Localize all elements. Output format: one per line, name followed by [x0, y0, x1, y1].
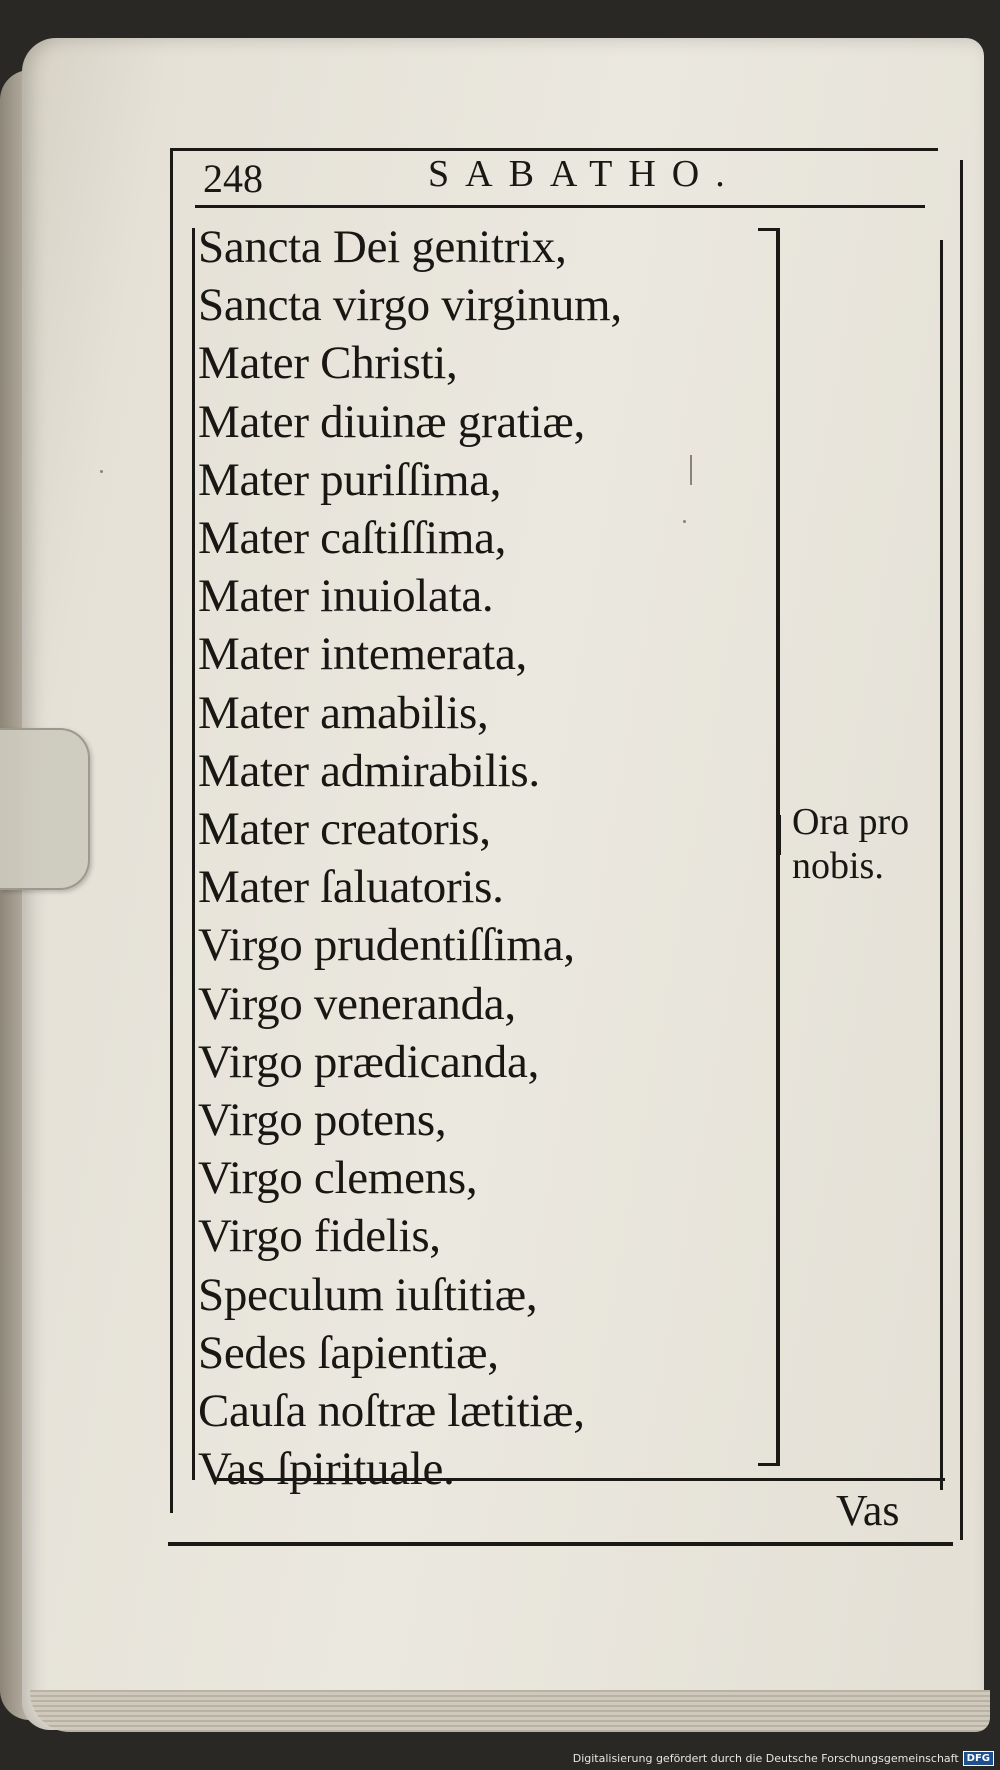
response-text [792, 800, 909, 888]
clip-tab [0, 728, 90, 890]
digitization-credit [573, 1751, 994, 1766]
litany-line: Sancta Dei genitrix, [198, 221, 567, 273]
litany-list [198, 218, 622, 1498]
litany-line: Vas ſpirituale. [198, 1443, 455, 1496]
paper-speck [683, 520, 686, 523]
page-number: 248 [203, 156, 263, 201]
response-line-2: nobis. [792, 845, 884, 887]
litany-line: Speculum iuſtitiæ, [198, 1268, 538, 1321]
paper-speck [690, 455, 692, 485]
frame-top [170, 148, 938, 151]
header-rule [195, 205, 925, 208]
litany-line: Mater inuiolata. [198, 570, 494, 623]
litany-line: Virgo clemens, [198, 1152, 478, 1205]
litany-line: Virgo veneranda, [198, 977, 516, 1030]
frame-outer-left [170, 148, 173, 1513]
litany-line: Virgo fidelis, [198, 1210, 441, 1263]
litany-line: Mater caſtiſſima, [198, 512, 507, 565]
paper-speck [100, 470, 103, 473]
litany-line: Mater admirabilis. [198, 744, 540, 797]
litany-line: Mater puriſſima, [198, 453, 502, 506]
litany-line: Mater amabilis, [198, 686, 489, 739]
litany-line: Sedes ſapientiæ, [198, 1326, 499, 1379]
response-line-1: Ora pro [792, 801, 910, 843]
litany-line: Virgo prudentiſſima, [198, 919, 575, 972]
closing-bracket [758, 228, 780, 1466]
litany-line: Virgo potens, [198, 1094, 447, 1147]
litany-line: Mater Christi, [198, 337, 458, 390]
litany-line: Mater diuinæ gratiæ, [198, 395, 585, 448]
frame-inner-left [192, 228, 195, 1480]
litany-line: Mater creatoris, [198, 803, 491, 856]
credit-text: Digitalisierung gefördert durch die Deutsche Forschungsgemeinschaft [572, 1752, 959, 1765]
dfg-logo: DFG [963, 1751, 994, 1766]
frame-right-outer [960, 160, 963, 1540]
running-title: SABATHO. [428, 153, 741, 195]
catchword: Vas [836, 1486, 900, 1535]
litany-line: Sancta virgo virginum, [198, 279, 622, 332]
frame-right-inner [940, 240, 943, 1490]
litany-line: Cauſa noſtræ lætitiæ, [198, 1385, 585, 1438]
frame-bottom [168, 1542, 953, 1546]
bracket-point [778, 815, 791, 855]
page-edges [30, 1690, 990, 1732]
litany-line: Virgo prædicanda, [198, 1035, 540, 1088]
litany-line: Mater ſaluatoris. [198, 861, 504, 914]
litany-line: Mater intemerata, [198, 628, 527, 681]
